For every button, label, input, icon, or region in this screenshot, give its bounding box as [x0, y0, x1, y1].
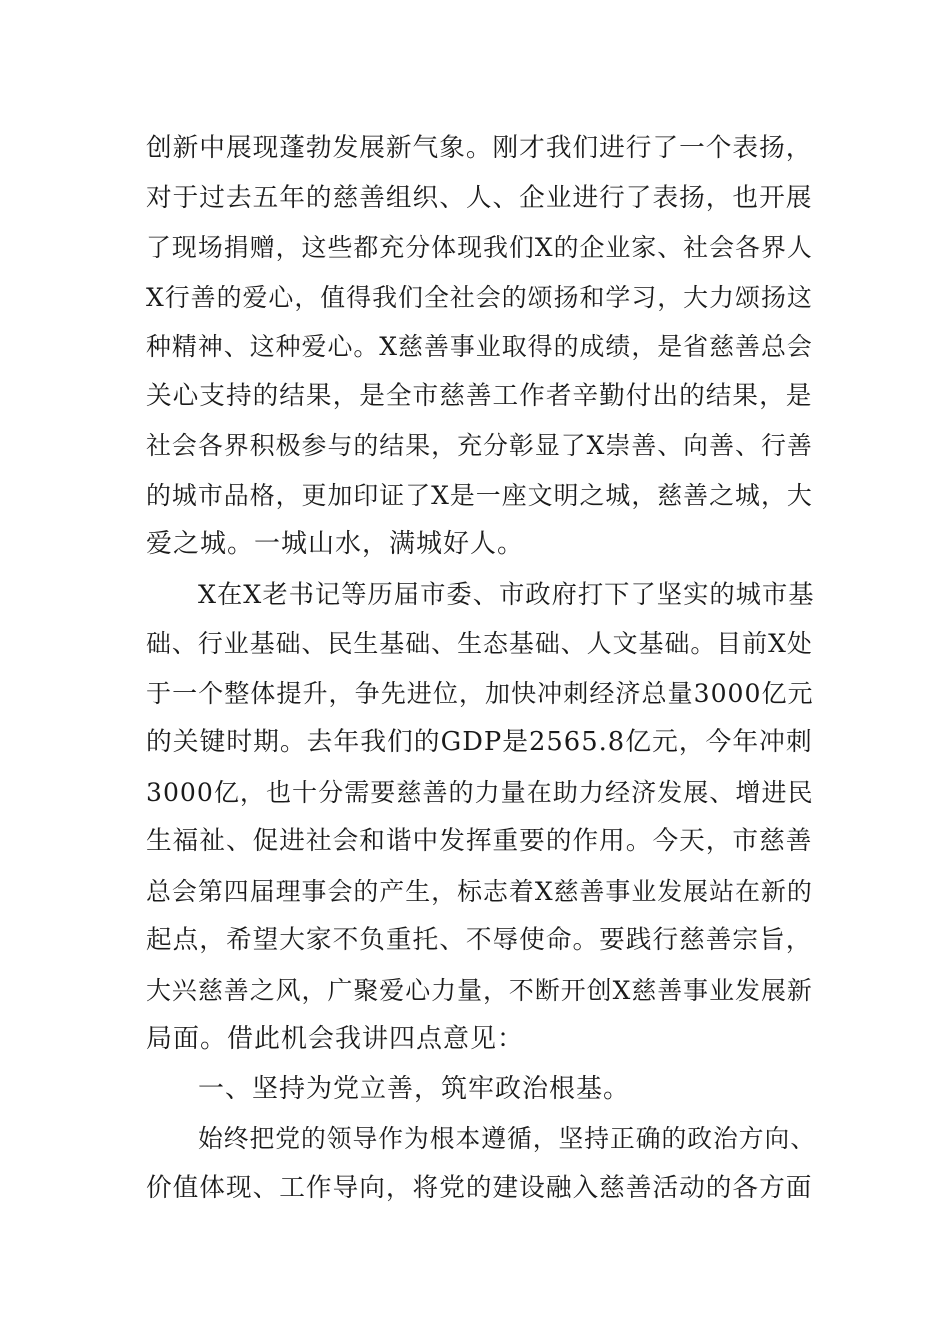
text-line: 础、行业基础、民生基础、生态基础、人文基础。目前X处 [146, 629, 813, 658]
text-line: 局面。借此机会我讲四点意见： [146, 1024, 525, 1054]
text-line: 大兴慈善之风，广聚爱心力量，不断开创X慈善事业发展新 [146, 975, 813, 1005]
text-line: 创新中展现蓬勃发展新气象。刚才我们进行了一个表扬， [146, 133, 813, 163]
text-line: 了现场捐赠，这些都充分体现我们X的企业家、社会各界人 [146, 233, 813, 262]
text-line: 的城市品格，更加印证了X是一座文明之城，慈善之城，大 [146, 480, 813, 510]
document-body [146, 124, 816, 1213]
text-line: 总会第四届理事会的产生，标志着X慈善事业发展站在新的 [146, 876, 813, 906]
text-line: 于一个整体提升，争先进位，加快冲刺经济总量3000亿元 [146, 678, 814, 708]
text-line: 爱之城。一城山水，满城好人。 [146, 529, 525, 559]
text-line: 价值体现、工作导向，将党的建设融入慈善活动的各方面 [146, 1172, 813, 1203]
text-line: 种精神、这种爱心。X慈善事业取得的成绩，是省慈善总会 [146, 332, 813, 361]
text-line: 的关键时期。去年我们的GDP是2565.8亿元，今年冲刺 [146, 727, 813, 757]
text-line: 3000亿，也十分需要慈善的力量在助力经济发展、增进民 [146, 777, 814, 807]
text-line: 起点，希望大家不负重托、不辱使命。要践行慈善宗旨， [146, 925, 813, 955]
text-line: 关心支持的结果，是全市慈善工作者辛勤付出的结果，是 [146, 380, 813, 411]
text-line: 对于过去五年的慈善组织、人、企业进行了表扬，也开展 [146, 182, 813, 213]
section-heading: 一、坚持为党立善，筑牢政治根基。 [198, 1073, 631, 1104]
text-line: X在X老书记等历届市委、市政府打下了坚实的城市基 [198, 579, 815, 609]
text-line: 社会各界积极参与的结果，充分彰显了X崇善、向善、行善 [146, 431, 813, 460]
text-line: X行善的爱心，值得我们全社会的颂扬和学习，大力颂扬这 [146, 282, 813, 312]
text-line: 始终把党的领导作为根本遵循，坚持正确的政治方向、 [198, 1124, 816, 1153]
text-line: 生福祉、促进社会和谐中发挥重要的作用。今天，市慈善 [146, 826, 813, 856]
